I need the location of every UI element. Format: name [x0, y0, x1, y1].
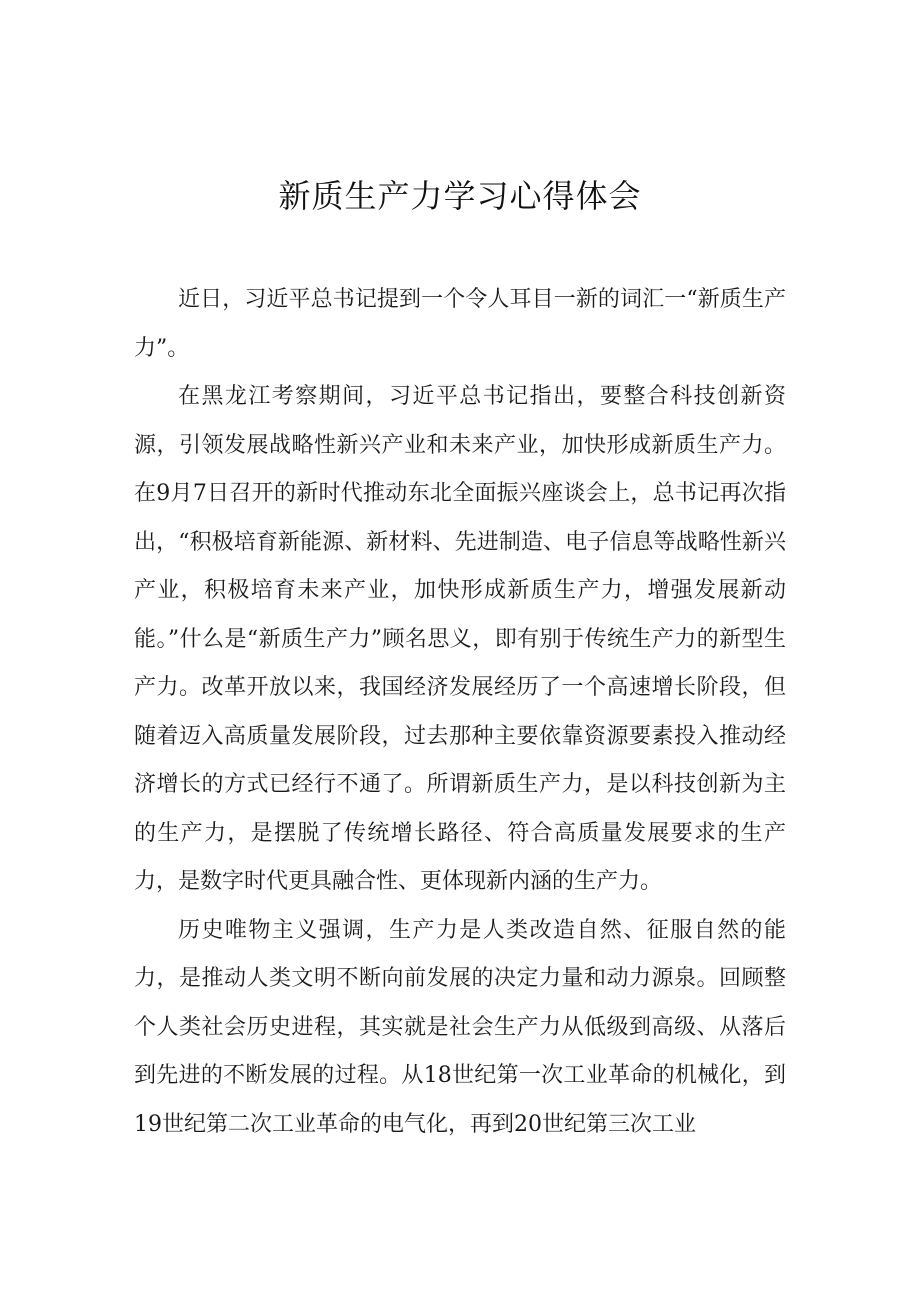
- paragraph-1: 近日，习近平总书记提到一个令人耳目一新的词汇一“新质生产力”。: [134, 287, 786, 361]
- paragraph-2: 在黑龙江考察期间，习近平总书记指出，要整合科技创新资源，引领发展战略性新兴产业和未来产业，加快形成新质生产力。在9月7日召开的新时代推动东北全面振兴座谈会上，总书记再次指出，“积极培育新能源、新材料、先进制造、电子信息等战略性新兴产业，积极培育未来产业，加快形成新质生产力，增强发展新动能。”什么是“新质生产力”顾名思义，即有别于传统生产力的新型生产力。改革开放以来，我国经济发展经历了一个高速增长阶段，但随着迈入高质量发展阶段，过去那种主要依靠资源要素投入推动经济增长的方式已经行不通了。所谓新质生产力，是以科技创新为主的生产力，是摆脱了传统增长路径、符合高质量发展要求的生产力，是数字时代更具融合性、更体现新内涵的生产力。: [134, 384, 786, 894]
- document-body: [134, 276, 786, 1149]
- page-title: 新质生产力学习心得体会: [278, 177, 642, 215]
- paragraph-3: 历史唯物主义强调，生产力是人类改造自然、征服自然的能力，是推动人类文明不断向前发展的决定力量和动力源泉。回顾整个人类社会历史进程，其实就是社会生产力从低级到高级、从落后到先进的不断发展的过程。从18世纪第一次工业革命的机械化，到19世纪第二次工业革命的电气化，再到20世纪第三次工业: [134, 917, 786, 1137]
